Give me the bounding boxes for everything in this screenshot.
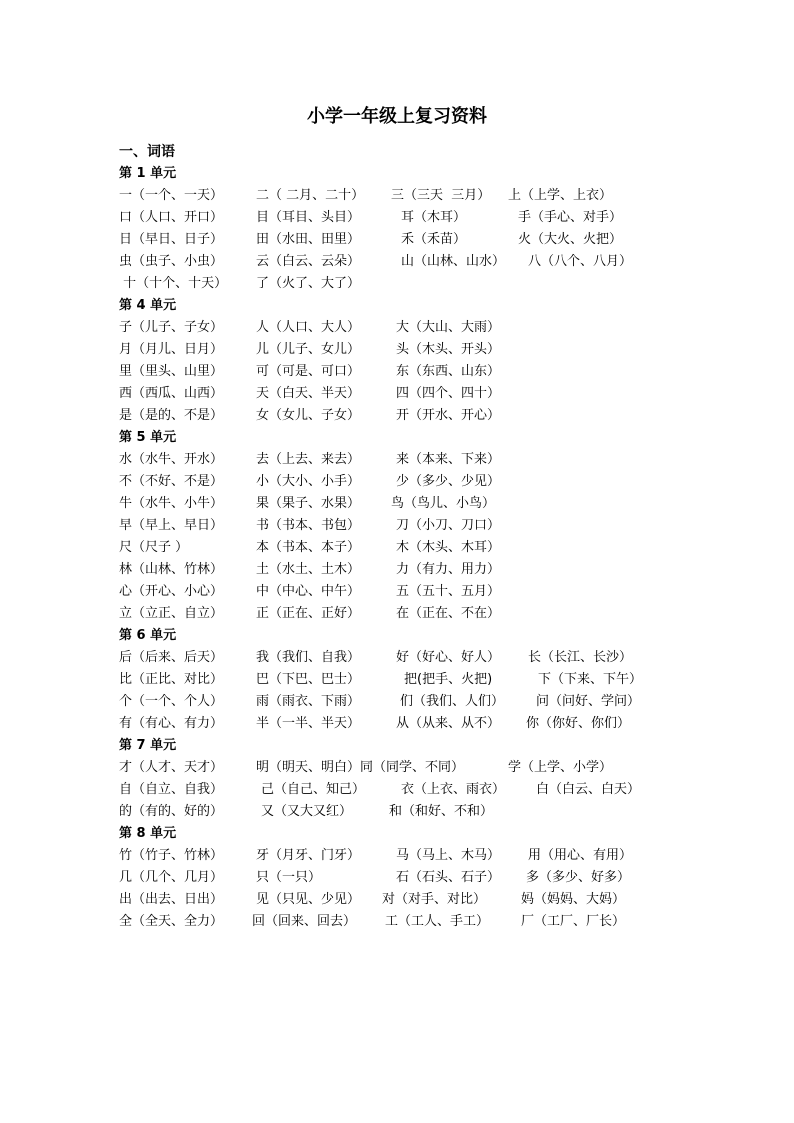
word-row <box>119 207 759 229</box>
word-row <box>119 647 759 669</box>
word-entry: 田（水田、田里） <box>256 232 361 247</box>
word-entry: 从（从来、从不） <box>396 716 501 731</box>
word-entry: 半（一半、半天） <box>256 716 361 731</box>
word-entry: 耳（木耳） <box>401 210 467 225</box>
word-row <box>119 251 759 273</box>
word-row <box>119 515 759 537</box>
word-entry: 云（白云、云朵） <box>256 254 361 269</box>
unit-heading: 第 8 单元 <box>119 826 177 841</box>
word-entry: 四（四个、四十） <box>396 386 501 401</box>
word-entry: 才（人才、天才） <box>119 760 224 775</box>
word-entry: 三（三天 三月） <box>391 188 491 203</box>
word-entry: 尺（尺子 ） <box>119 540 189 555</box>
word-row <box>119 867 759 889</box>
word-entry: 回（回来、回去） <box>252 914 357 929</box>
word-entry: 不（不好、不是） <box>119 474 224 489</box>
word-entry: 己（自己、知己） <box>261 782 366 797</box>
word-entry: 中（中心、中午） <box>256 584 361 599</box>
word-row <box>119 449 759 471</box>
word-entry: 月（月儿、日月） <box>119 342 224 357</box>
word-row <box>119 889 759 911</box>
word-entry: 比（正比、对比） <box>119 672 224 687</box>
word-row <box>119 537 759 559</box>
word-entry: 西（西瓜、山西） <box>119 386 224 401</box>
word-entry: 巴（下巴、巴士） <box>256 672 361 687</box>
unit-heading: 第 6 单元 <box>119 628 177 643</box>
word-entry: 子（儿子、子女） <box>119 320 224 335</box>
word-entry: 厂（工厂、厂长） <box>521 914 626 929</box>
word-entry: 长（长江、长沙） <box>528 650 633 665</box>
word-row <box>119 405 759 427</box>
word-entry: 学（上学、小学） <box>508 760 613 775</box>
word-entry: 立（立正、自立） <box>119 606 224 621</box>
word-entry: 下（下来、下午） <box>538 672 643 687</box>
word-entry: 多（多少、好多） <box>526 870 631 885</box>
word-row <box>119 471 759 493</box>
word-entry: 二（ 二月、二十） <box>256 188 365 203</box>
word-entry: 工（工人、手工） <box>385 914 490 929</box>
word-row <box>119 229 759 251</box>
word-entry: 里（里头、山里） <box>119 364 224 379</box>
word-entry: 你（你好、你们） <box>526 716 631 731</box>
word-row <box>119 691 759 713</box>
word-entry: 八（八个、八月） <box>528 254 633 269</box>
word-entry: 是（是的、不是） <box>119 408 224 423</box>
word-entry: 开（开水、开心） <box>396 408 501 423</box>
word-row <box>119 911 759 933</box>
word-row <box>119 757 759 779</box>
word-row <box>119 845 759 867</box>
word-entry: 心（开心、小心） <box>119 584 224 599</box>
word-entry: 大（大山、大雨） <box>396 320 501 335</box>
word-entry: 本（书本、本子） <box>256 540 361 555</box>
word-entry: 日（早日、日子） <box>119 232 224 247</box>
word-row <box>119 779 759 801</box>
word-entry: 明（明天、明白）同（同学、不同） <box>256 760 465 775</box>
word-entry: 们（我们、人们） <box>400 694 505 709</box>
word-row <box>119 581 759 603</box>
word-entry: 白（白云、白天） <box>536 782 641 797</box>
word-row <box>119 383 759 405</box>
word-entry: 鸟（鸟儿、小鸟） <box>391 496 496 511</box>
word-entry: 竹（竹子、竹林） <box>119 848 224 863</box>
word-row <box>119 339 759 361</box>
word-entry: 人（人口、大人） <box>256 320 361 335</box>
section-heading: 一、词语 <box>119 144 175 160</box>
word-entry: 几（几个、几月） <box>119 870 224 885</box>
word-entry: 衣（上衣、雨衣） <box>401 782 506 797</box>
word-entry: 牙（月牙、门牙） <box>256 848 361 863</box>
page-title: 小学一年级上复习资料 <box>307 106 487 127</box>
word-entry: 土（水土、土木） <box>256 562 361 577</box>
word-entry: 天（白天、半天） <box>256 386 361 401</box>
word-entry: 正（正在、正好） <box>256 606 361 621</box>
unit-heading: 第 4 单元 <box>119 298 177 313</box>
word-entry: 东（东西、山东） <box>396 364 501 379</box>
word-entry: 好（好心、好人） <box>396 650 501 665</box>
word-entry: 全（全天、全力） <box>119 914 224 929</box>
word-row <box>119 559 759 581</box>
word-entry: 了（火了、大了） <box>256 276 361 291</box>
word-row <box>119 801 759 823</box>
word-entry: 禾（禾苗） <box>401 232 467 247</box>
word-row <box>119 273 759 295</box>
word-entry: 木（木头、木耳） <box>396 540 501 555</box>
word-entry: 火（大火、火把） <box>518 232 623 247</box>
word-entry: 马（马上、木马） <box>396 848 501 863</box>
word-row <box>119 713 759 735</box>
word-row <box>119 669 759 691</box>
word-entry: 后（后来、后天） <box>119 650 224 665</box>
word-entry: 有（有心、有力） <box>119 716 224 731</box>
word-row <box>119 185 759 207</box>
unit-heading: 第 1 单元 <box>119 166 177 181</box>
word-entry: 又（又大又红） <box>261 804 353 819</box>
word-entry: 牛（水牛、小牛） <box>119 496 224 511</box>
word-entry: 刀（小刀、刀口） <box>396 518 501 533</box>
word-entry: 五（五十、五月） <box>396 584 501 599</box>
word-row <box>119 603 759 625</box>
word-entry: 来（本来、下来） <box>396 452 501 467</box>
word-entry: 早（早上、早日） <box>119 518 224 533</box>
word-entry: 头（木头、开头） <box>396 342 501 357</box>
word-entry: 见（只见、少见） <box>256 892 361 907</box>
word-entry: 只（一只） <box>256 870 322 885</box>
word-entry: 目（耳目、头目） <box>256 210 361 225</box>
word-entry: 和（和好、不和） <box>389 804 494 819</box>
word-entry: 自（自立、自我） <box>119 782 224 797</box>
word-entry: 果（果子、水果） <box>256 496 361 511</box>
word-entry: 林（山林、竹林） <box>119 562 224 577</box>
word-entry: 口（人口、开口） <box>119 210 224 225</box>
word-entry: 用（用心、有用） <box>528 848 633 863</box>
word-entry: 出（出去、日出） <box>119 892 224 907</box>
word-row <box>119 493 759 515</box>
word-entry: 对（对手、对比） <box>382 892 487 907</box>
word-entry: 少（多少、少见） <box>396 474 501 489</box>
word-entry: 个（一个、个人） <box>119 694 224 709</box>
word-entry: 儿（儿子、女儿） <box>256 342 361 357</box>
word-entry: 山（山林、山水） <box>401 254 506 269</box>
word-entry: 可（可是、可口） <box>256 364 361 379</box>
vocabulary-list <box>119 163 759 933</box>
word-entry: 小（大小、小手） <box>256 474 361 489</box>
word-entry: 把(把手、火把) <box>404 672 493 687</box>
unit-heading: 第 5 单元 <box>119 430 177 445</box>
word-entry: 力（有力、用力） <box>396 562 501 577</box>
word-row <box>119 361 759 383</box>
word-entry: 我（我们、自我） <box>256 650 361 665</box>
word-entry: 石（石头、石子） <box>396 870 501 885</box>
word-entry: 书（书本、书包） <box>256 518 361 533</box>
word-entry: 的（有的、好的） <box>119 804 224 819</box>
word-entry: 虫（虫子、小虫） <box>119 254 224 269</box>
word-entry: 去（上去、来去） <box>256 452 361 467</box>
word-entry: 上（上学、上衣） <box>508 188 613 203</box>
word-entry: 手（手心、对手） <box>518 210 623 225</box>
word-entry: 妈（妈妈、大妈） <box>521 892 626 907</box>
word-entry: 雨（雨衣、下雨） <box>256 694 361 709</box>
word-entry: 水（水牛、开水） <box>119 452 224 467</box>
word-entry: 问（问好、学问） <box>536 694 641 709</box>
word-entry: 女（女儿、子女） <box>256 408 361 423</box>
word-entry: 一（一个、一天） <box>119 188 224 203</box>
word-entry: 十（十个、十天） <box>119 276 228 291</box>
word-entry: 在（正在、不在） <box>396 606 501 621</box>
word-row <box>119 317 759 339</box>
unit-heading: 第 7 单元 <box>119 738 177 753</box>
